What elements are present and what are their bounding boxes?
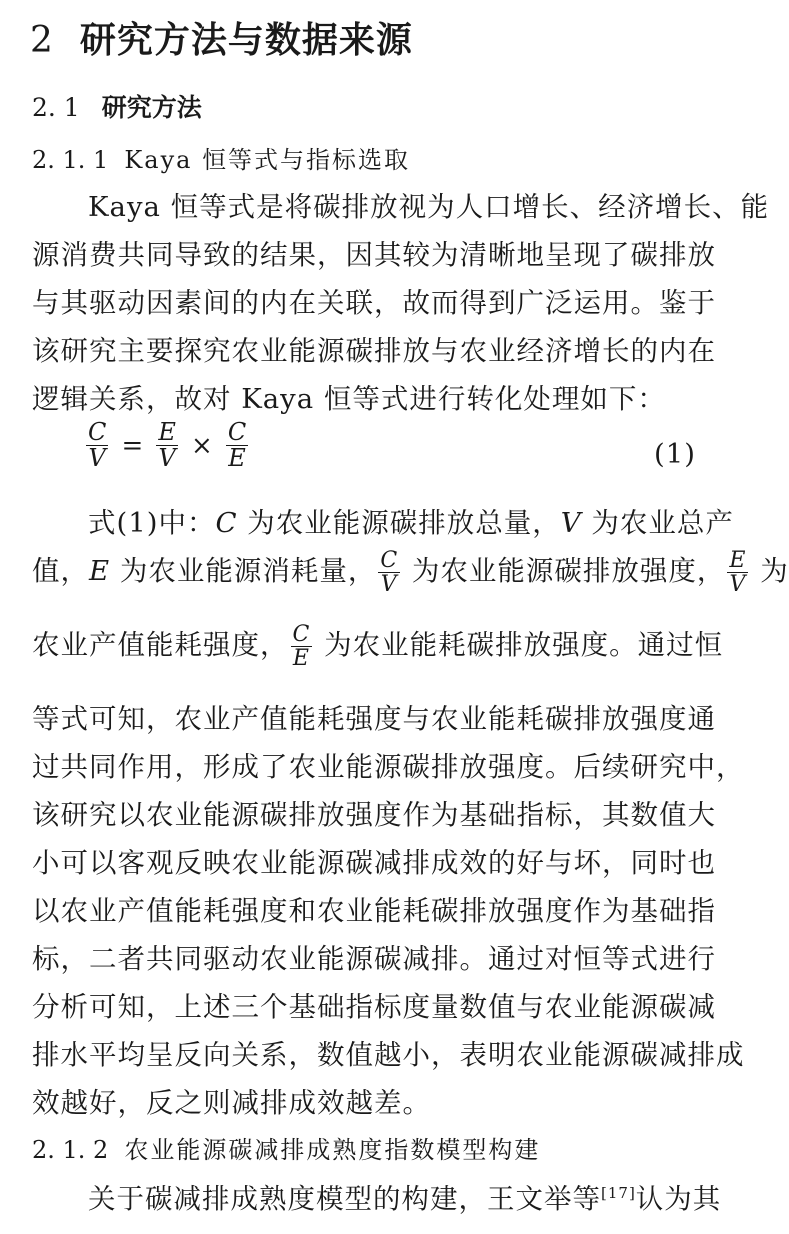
inline-fraction: $\frac{E}{V}$ [729, 547, 747, 597]
section-number: 2 [30, 20, 54, 61]
section-title: Kaya 恒等式与指标选取 [124, 146, 411, 174]
paragraph-line: 效越好，反之则减排成效越差。 [32, 1087, 431, 1119]
equation-1 [84, 420, 250, 471]
paragraph-line: 排水平均呈反向关系，数值越小，表明农业能源碳减排成 [32, 1039, 745, 1071]
inline-fraction: $\frac{C}{E}$ [292, 621, 311, 671]
section-heading-2-1-1 [32, 140, 410, 175]
paragraph-line: 小可以客观反映农业能源碳减排成效的好与坏，同时也 [32, 847, 716, 879]
paragraph-line: 式(1)中：C 为农业能源碳排放总量，V 为农业总产 [88, 507, 734, 539]
times-sign: × [190, 430, 213, 461]
paragraph-line: 与其驱动因素间的内在关联，故而得到广泛运用。鉴于 [32, 287, 716, 319]
paragraph-line: 该研究主要探究农业能源碳排放与农业经济增长的内在 [32, 335, 716, 367]
fraction-e-over-v: $\frac{E}{V}$ [158, 418, 176, 473]
section-heading-2-1-2 [32, 1130, 540, 1165]
paragraph-line: 源消费共同导致的结果，因其较为清晰地呈现了碳排放 [32, 239, 716, 271]
section-heading-2 [30, 12, 413, 63]
paragraph-line: 等式可知，农业产值能耗强度与农业能耗碳排放强度通 [32, 703, 716, 735]
paragraph-line: 过共同作用，形成了农业能源碳排放强度。后续研究中， [32, 751, 745, 783]
paragraph-line: 关于碳减排成熟度模型的构建，王文举等[17]认为其 [88, 1183, 722, 1215]
inline-fraction: $\frac{C}{V}$ [380, 547, 399, 597]
paragraph-line: 值，E 为农业能源消耗量， $\frac{C}{V}$ 为农业能源碳排放强度， $\frac{E}{V}$ 为 [32, 547, 789, 597]
section-title: 研究方法 [101, 93, 202, 122]
equals-sign: = [121, 430, 144, 461]
paragraph-line: 农业产值能耗强度， $\frac{C}{E}$ 为农业能耗碳排放强度。通过恒 [32, 621, 724, 671]
section-number: 2. 1 [32, 93, 80, 122]
paragraph-line: 逻辑关系，故对 Kaya 恒等式进行转化处理如下： [32, 383, 666, 415]
section-number: 2. 1. 1 [32, 146, 109, 174]
section-heading-2-1 [32, 88, 202, 124]
paragraph-line: Kaya 恒等式是将碳排放视为人口增长、经济增长、能 [88, 191, 770, 223]
paragraph-line: 以农业产值能耗强度和农业能耗碳排放强度作为基础指 [32, 895, 716, 927]
paragraph-line: 标，二者共同驱动农业能源碳减排。通过对恒等式进行 [32, 943, 716, 975]
fraction-c-over-v: $\frac{C}{V}$ [88, 418, 107, 473]
section-title: 农业能源碳减排成熟度指数模型构建 [124, 1136, 541, 1164]
section-title: 研究方法与数据来源 [79, 19, 413, 61]
section-number: 2. 1. 2 [32, 1136, 109, 1164]
paragraph-line: 该研究以农业能源碳排放强度作为基础指标，其数值大 [32, 799, 716, 831]
fraction-c-over-e: $\frac{C}{E}$ [227, 418, 247, 473]
paragraph-line: 分析可知，上述三个基础指标度量数值与农业能源碳减 [32, 991, 716, 1023]
citation: [17] [601, 1183, 636, 1202]
equation-number: (1) [654, 438, 696, 470]
